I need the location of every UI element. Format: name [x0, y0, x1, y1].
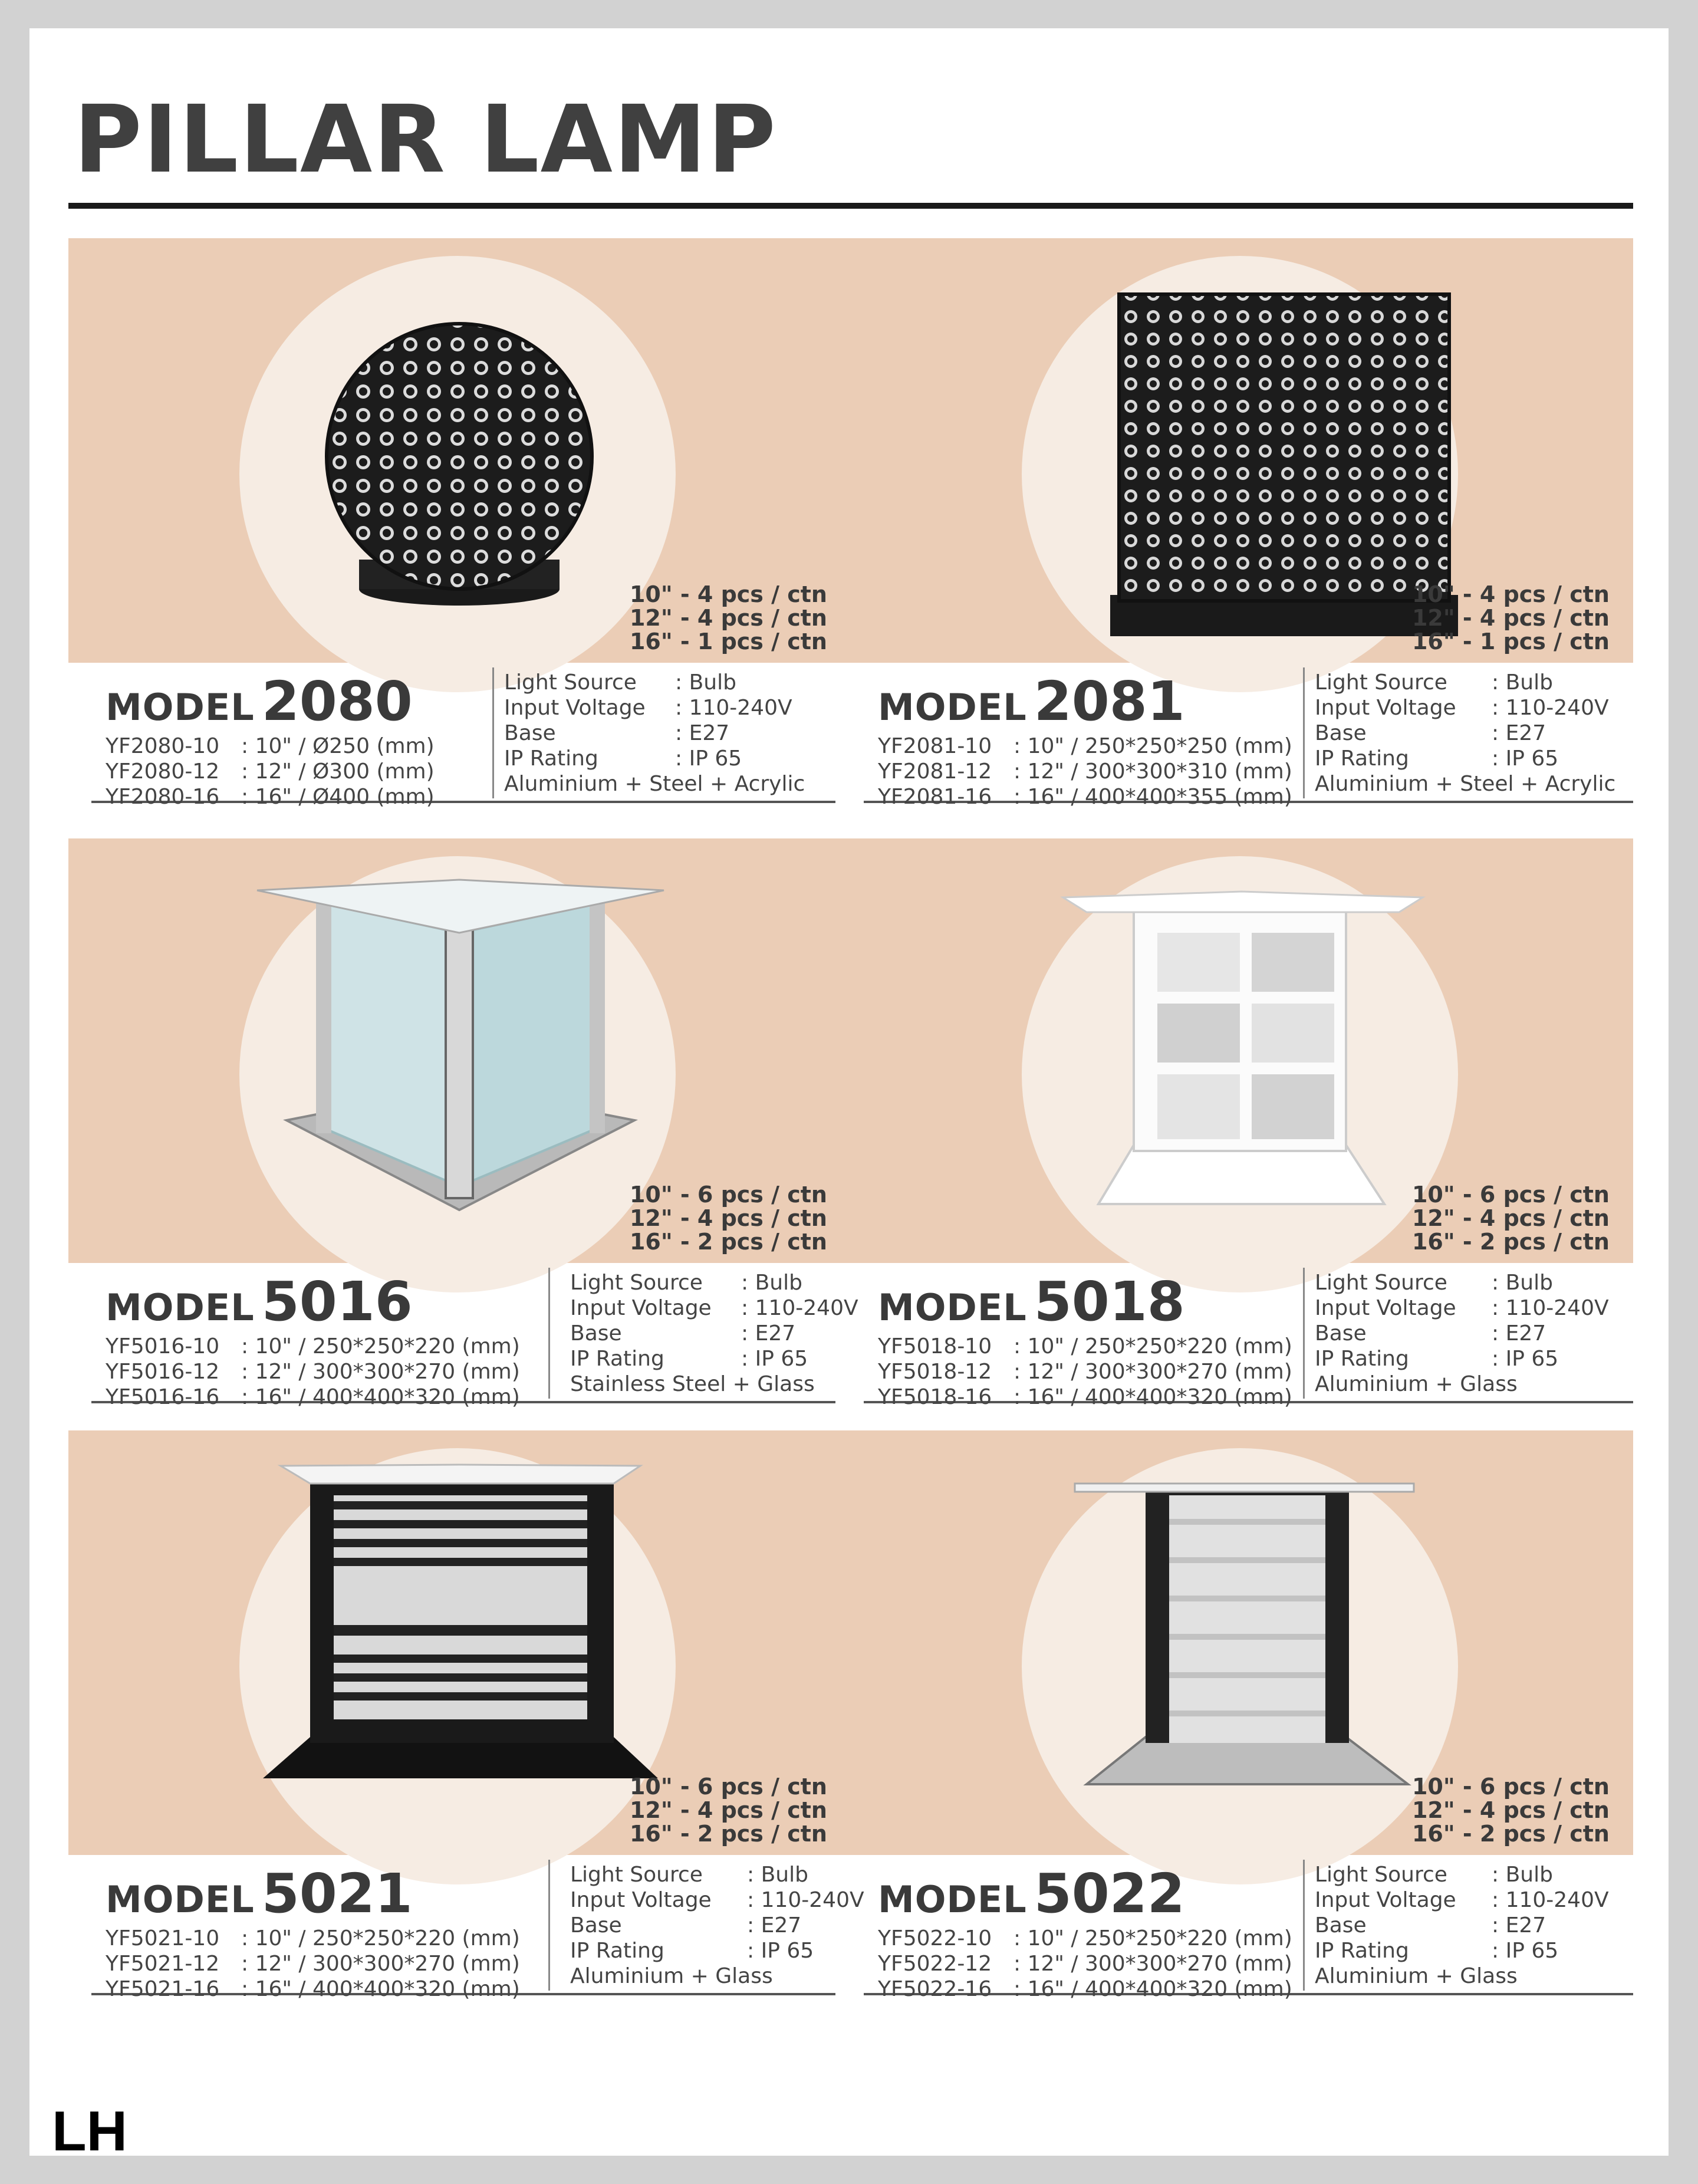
- spec-divider: [492, 667, 494, 798]
- packing-info: 10" - 6 pcs / ctn 12" - 4 pcs / ctn 16" - 2 pcs / ctn: [1411, 1182, 1610, 1255]
- spec-block-5016: [91, 1263, 858, 1409]
- title-divider: [68, 203, 1633, 209]
- variant-row: YF5021-16 : 16" / 400*400*320 (mm): [106, 1977, 520, 2001]
- variant-row: YF5022-16 : 16" / 400*400*320 (mm): [878, 1977, 1292, 2001]
- variant-row: YF5018-10 : 10" / 250*250*220 (mm): [878, 1334, 1292, 1359]
- material-text: Aluminium + Steel + Acrylic: [1315, 772, 1616, 796]
- spec-block-2080: [91, 663, 835, 809]
- variant-row: YF5016-10 : 10" / 250*250*220 (mm): [106, 1334, 520, 1359]
- variant-list: [106, 734, 435, 810]
- product-image-5016: [68, 838, 851, 1263]
- spec-block-5021: [91, 1855, 864, 2001]
- product-band-row-3: [68, 1430, 1633, 1855]
- model-heading: MODEL 5022: [878, 1862, 1185, 1925]
- variant-list: [878, 734, 1292, 810]
- variant-row: YF2081-10 : 10" / 250*250*250 (mm): [878, 734, 1292, 758]
- model-heading: MODEL 5018: [878, 1270, 1185, 1333]
- spec-properties: Light Source : Bulb Input Voltage : 110-240V Base : E27 IP Rating : IP 65 Aluminium + Steel + Acrylic: [504, 670, 805, 796]
- spec-properties: Light Source : Bulb Input Voltage : 110-240V Base : E27 IP Rating : IP 65 Aluminium + Glass: [570, 1863, 864, 1988]
- variant-row: YF2080-12 : 12" / Ø300 (mm): [106, 759, 435, 784]
- model-heading: MODEL 2081: [878, 670, 1185, 733]
- spec-properties: Light Source : Bulb Input Voltage : 110-240V Base : E27 IP Rating : IP 65 Aluminium + Glass: [1315, 1863, 1609, 1988]
- variant-row: YF5022-12 : 12" / 300*300*270 (mm): [878, 1952, 1292, 1976]
- variant-row: YF5021-10 : 10" / 250*250*220 (mm): [106, 1926, 520, 1951]
- packing-info: 10" - 6 pcs / ctn 12" - 4 pcs / ctn 16" - 2 pcs / ctn: [629, 1774, 827, 1847]
- spec-properties: Light Source : Bulb Input Voltage : 110-240V Base : E27 IP Rating : IP 65 Aluminium + Glass: [1315, 1271, 1609, 1396]
- model-heading: MODEL 5021: [106, 1862, 413, 1925]
- spec-block-2081: [864, 663, 1633, 809]
- spec-block-5022: [864, 1855, 1633, 2001]
- packing-info: 10" - 4 pcs / ctn 12" - 4 pcs / ctn 16" - 1 pcs / ctn: [1411, 581, 1610, 654]
- variant-list: [878, 1334, 1292, 1410]
- spec-properties: Light Source : Bulb Input Voltage : 110-240V Base : E27 IP Rating : IP 65 Stainless Steel + Glass: [570, 1271, 858, 1396]
- variant-list: [106, 1926, 520, 2002]
- spec-divider: [1303, 667, 1305, 798]
- spec-properties: Light Source : Bulb Input Voltage : 110-240V Base : E27 IP Rating : IP 65 Aluminium + Steel + Acrylic: [1315, 670, 1616, 796]
- spec-divider: [548, 1268, 550, 1399]
- packing-info: 10" - 6 pcs / ctn 12" - 4 pcs / ctn 16" - 2 pcs / ctn: [629, 1182, 827, 1255]
- spec-divider: [548, 1860, 550, 1991]
- variant-row: YF5018-12 : 12" / 300*300*270 (mm): [878, 1360, 1292, 1384]
- product-image-2081: [851, 238, 1633, 663]
- variant-row: YF5018-16 : 16" / 400*400*320 (mm): [878, 1385, 1292, 1409]
- spec-divider: [1303, 1268, 1305, 1399]
- spec-divider: [1303, 1860, 1305, 1991]
- variant-row: YF5016-16 : 16" / 400*400*320 (mm): [106, 1385, 520, 1409]
- product-image-5018: [851, 838, 1633, 1263]
- product-image-2080: [68, 238, 851, 663]
- material-text: Aluminium + Steel + Acrylic: [504, 772, 805, 796]
- model-heading: MODEL 2080: [106, 670, 413, 733]
- material-text: Aluminium + Glass: [1315, 1372, 1518, 1396]
- material-text: Stainless Steel + Glass: [570, 1372, 815, 1396]
- variant-row: YF2081-12 : 12" / 300*300*310 (mm): [878, 759, 1292, 784]
- catalog-page: [29, 28, 1669, 2163]
- packing-info: 10" - 6 pcs / ctn 12" - 4 pcs / ctn 16" - 2 pcs / ctn: [1411, 1774, 1610, 1847]
- variant-list: [878, 1926, 1292, 2002]
- variant-row: YF2080-16 : 16" / Ø400 (mm): [106, 785, 435, 809]
- variant-row: YF5016-12 : 12" / 300*300*270 (mm): [106, 1360, 520, 1384]
- variant-row: YF5021-12 : 12" / 300*300*270 (mm): [106, 1952, 520, 1976]
- product-band-row-1: [68, 238, 1633, 663]
- packing-info: 10" - 4 pcs / ctn 12" - 4 pcs / ctn 16" - 1 pcs / ctn: [629, 581, 827, 654]
- spec-block-5018: [864, 1263, 1633, 1409]
- variant-row: YF5022-10 : 10" / 250*250*220 (mm): [878, 1926, 1292, 1951]
- material-text: Aluminium + Glass: [1315, 1964, 1518, 1988]
- material-text: Aluminium + Glass: [570, 1964, 773, 1988]
- product-image-5021: [68, 1430, 851, 1855]
- product-band-row-2: [68, 838, 1633, 1263]
- model-heading: MODEL 5016: [106, 1270, 413, 1333]
- page-title: PILLAR LAMP: [74, 85, 777, 194]
- variant-row: YF2081-16 : 16" / 400*400*355 (mm): [878, 785, 1292, 809]
- product-image-5022: [851, 1430, 1633, 1855]
- brand-logo: LH: [52, 2100, 127, 2163]
- variant-list: [106, 1334, 520, 1410]
- variant-row: YF2080-10 : 10" / Ø250 (mm): [106, 734, 435, 758]
